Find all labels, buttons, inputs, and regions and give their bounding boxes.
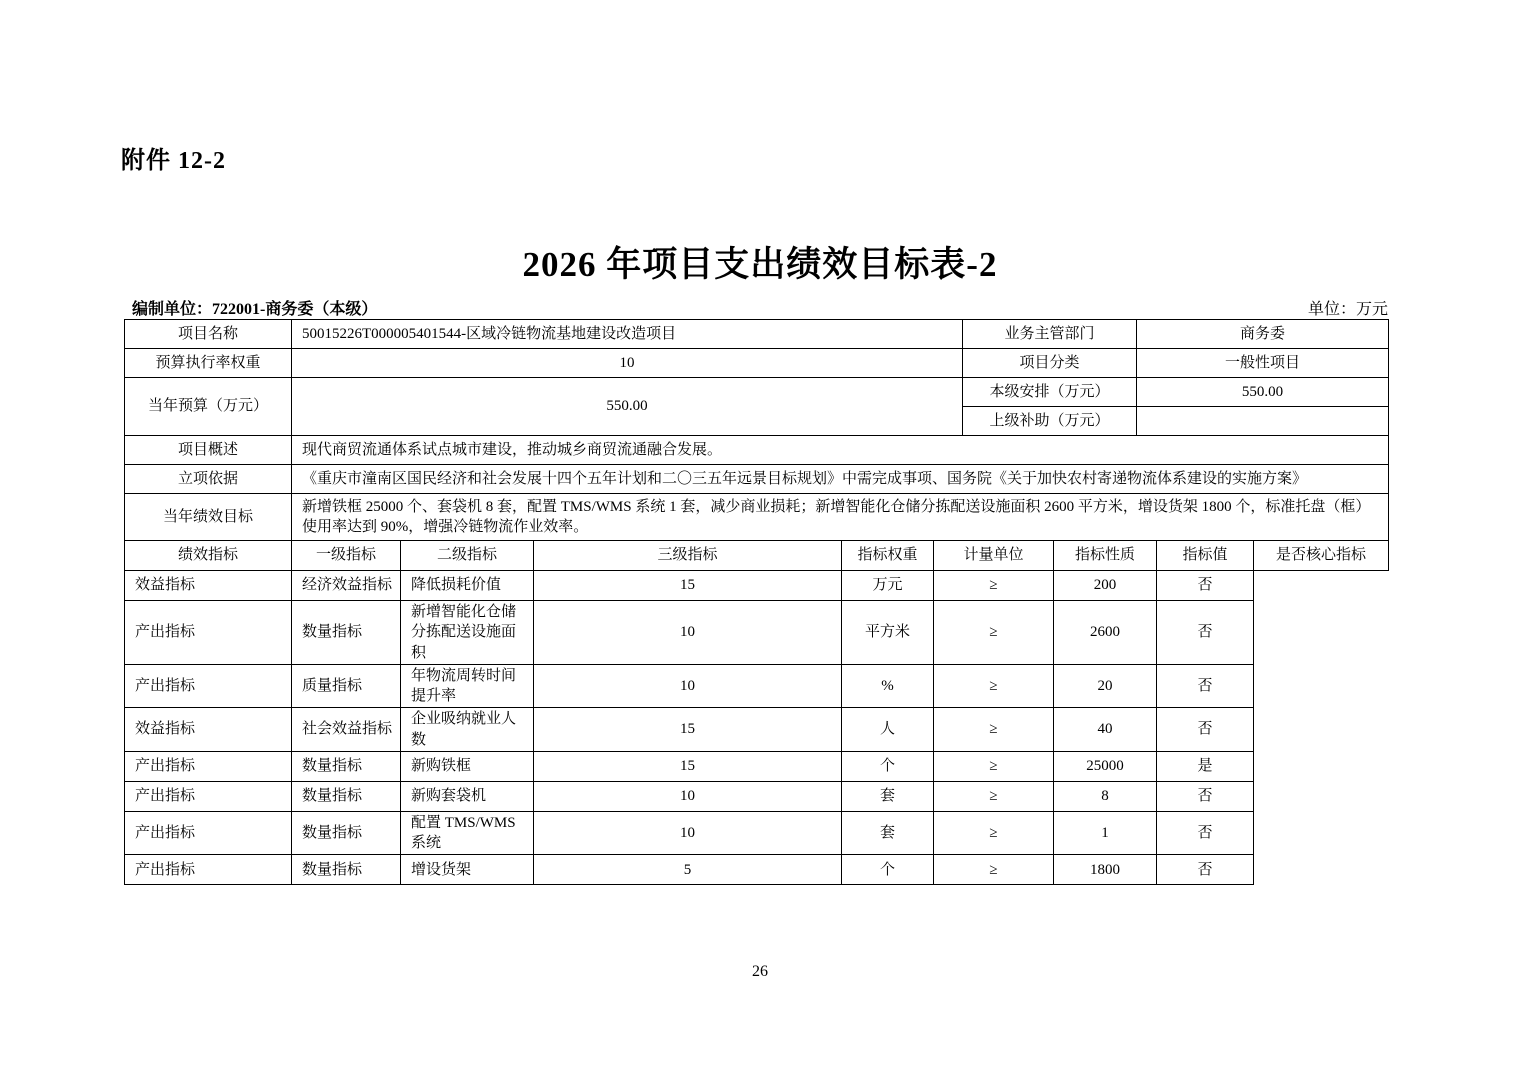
indicator-cell: 25000	[1054, 751, 1157, 781]
indicator-cell: 数量指标	[292, 781, 401, 811]
indicator-cell: 数量指标	[292, 855, 401, 885]
indicator-cell: 新购套袋机	[401, 781, 534, 811]
header-core: 是否核心指标	[1254, 541, 1389, 571]
indicator-rows	[125, 571, 1389, 885]
compiling-unit: 编制单位：722001-商务委（本级）	[132, 301, 378, 318]
superior-subsidy-value	[1137, 407, 1389, 436]
indicator-cell: 否	[1157, 708, 1254, 752]
header-unit: 计量单位	[934, 541, 1054, 571]
indicator-cell: 否	[1157, 571, 1254, 601]
indicator-cell: 数量指标	[292, 751, 401, 781]
local-arrangement-value: 550.00	[1137, 378, 1389, 407]
indicator-cell: 降低损耗价值	[401, 571, 534, 601]
indicator-cell: 1800	[1054, 855, 1157, 885]
table-row	[125, 571, 1389, 601]
indicator-cell: 否	[1157, 781, 1254, 811]
budget-weight-label: 预算执行率权重	[125, 349, 292, 378]
indicator-cell: 效益指标	[125, 708, 292, 752]
indicator-cell: ≥	[934, 601, 1054, 665]
indicator-cell: 配置 TMS/WMS 系统	[401, 811, 534, 855]
indicator-cell: 个	[842, 751, 934, 781]
goal-value: 新增铁框 25000 个、套袋机 8 套，配置 TMS/WMS 系统 1 套，减少商业损耗；新增智能化仓储分拣配送设施面积 2600 平方米，增设货架 1800 个，标准托盘（框）使用率达到 90%，增强冷链物流作业效率。	[292, 494, 1389, 541]
table-container	[124, 319, 1388, 885]
indicator-cell: 是	[1157, 751, 1254, 781]
indicator-cell: 15	[534, 708, 842, 752]
project-name-label: 项目名称	[125, 320, 292, 349]
indicator-cell: 否	[1157, 855, 1254, 885]
annual-budget-value: 550.00	[292, 378, 963, 436]
overview-label: 项目概述	[125, 436, 292, 465]
superior-subsidy-label: 上级补助（万元）	[963, 407, 1137, 436]
category-label: 项目分类	[963, 349, 1137, 378]
indicator-cell: 8	[1054, 781, 1157, 811]
table-row	[125, 855, 1389, 885]
annual-budget-label: 当年预算（万元）	[125, 378, 292, 436]
indicator-cell: 产出指标	[125, 751, 292, 781]
table-row	[125, 436, 1389, 465]
indicator-cell: 产出指标	[125, 781, 292, 811]
indicator-cell: 15	[534, 751, 842, 781]
table-row	[125, 378, 1389, 407]
indicator-header-row	[125, 541, 1389, 571]
table-row	[125, 465, 1389, 494]
indicator-cell: 社会效益指标	[292, 708, 401, 752]
indicator-cell: 数量指标	[292, 601, 401, 665]
budget-weight-value: 10	[292, 349, 963, 378]
table-row	[125, 494, 1389, 541]
table-row	[125, 601, 1389, 665]
indicator-cell: 年物流周转时间提升率	[401, 664, 534, 708]
indicator-cell: 10	[534, 811, 842, 855]
indicator-cell: ≥	[934, 664, 1054, 708]
indicator-cell: 1	[1054, 811, 1157, 855]
indicator-section-label: 绩效指标	[125, 541, 292, 571]
header-level3: 三级指标	[534, 541, 842, 571]
table-row	[125, 708, 1389, 752]
indicator-cell: 人	[842, 708, 934, 752]
indicator-cell: 效益指标	[125, 571, 292, 601]
indicator-cell: %	[842, 664, 934, 708]
indicator-cell: 否	[1157, 601, 1254, 665]
overview-value: 现代商贸流通体系试点城市建设，推动城乡商贸流通融合发展。	[292, 436, 1389, 465]
table-row	[125, 781, 1389, 811]
local-arrangement-label: 本级安排（万元）	[963, 378, 1137, 407]
indicator-cell: ≥	[934, 855, 1054, 885]
indicator-cell: ≥	[934, 811, 1054, 855]
indicator-cell: 企业吸纳就业人数	[401, 708, 534, 752]
indicator-cell: ≥	[934, 751, 1054, 781]
indicator-cell: ≥	[934, 571, 1054, 601]
basis-value: 《重庆市潼南区国民经济和社会发展十四个五年计划和二〇三五年远景目标规划》中需完成事项、国务院《关于加快农村寄递物流体系建设的实施方案》	[292, 465, 1389, 494]
unit-label: 单位：万元	[1307, 301, 1388, 318]
project-name-value: 50015226T000005401544-区域冷链物流基地建设改造项目	[292, 320, 963, 349]
page-number: 26	[752, 963, 768, 980]
header-value: 指标值	[1157, 541, 1254, 571]
indicator-table	[124, 540, 1389, 885]
dept-label: 业务主管部门	[963, 320, 1137, 349]
indicator-cell: ≥	[934, 708, 1054, 752]
indicator-cell: 万元	[842, 571, 934, 601]
indicator-cell: 否	[1157, 664, 1254, 708]
attachment-label: 附件 12-2	[121, 148, 226, 174]
category-value: 一般性项目	[1137, 349, 1389, 378]
indicator-cell: ≥	[934, 781, 1054, 811]
table-row	[125, 349, 1389, 378]
indicator-cell: 5	[534, 855, 842, 885]
indicator-cell: 新购铁框	[401, 751, 534, 781]
indicator-cell: 产出指标	[125, 811, 292, 855]
indicator-cell: 10	[534, 601, 842, 665]
table-row	[125, 664, 1389, 708]
indicator-cell: 产出指标	[125, 855, 292, 885]
indicator-cell: 平方米	[842, 601, 934, 665]
page-title: 2026 年项目支出绩效目标表-2	[522, 245, 998, 284]
indicator-cell: 经济效益指标	[292, 571, 401, 601]
indicator-cell: 10	[534, 664, 842, 708]
indicator-cell: 新增智能化仓储分拣配送设施面积	[401, 601, 534, 665]
indicator-cell: 质量指标	[292, 664, 401, 708]
indicator-cell: 个	[842, 855, 934, 885]
project-info-table	[124, 319, 1389, 541]
indicator-cell: 200	[1054, 571, 1157, 601]
indicator-cell: 20	[1054, 664, 1157, 708]
header-level1: 一级指标	[292, 541, 401, 571]
indicator-cell: 套	[842, 781, 934, 811]
indicator-cell: 套	[842, 811, 934, 855]
indicator-cell: 产出指标	[125, 601, 292, 665]
table-row	[125, 811, 1389, 855]
indicator-cell: 10	[534, 781, 842, 811]
indicator-cell: 2600	[1054, 601, 1157, 665]
indicator-cell: 数量指标	[292, 811, 401, 855]
header-weight: 指标权重	[842, 541, 934, 571]
table-row	[125, 751, 1389, 781]
indicator-cell: 产出指标	[125, 664, 292, 708]
basis-label: 立项依据	[125, 465, 292, 494]
indicator-cell: 增设货架	[401, 855, 534, 885]
meta-row	[132, 296, 1388, 319]
header-nature: 指标性质	[1054, 541, 1157, 571]
dept-value: 商务委	[1137, 320, 1389, 349]
header-level2: 二级指标	[401, 541, 534, 571]
indicator-cell: 40	[1054, 708, 1157, 752]
indicator-cell: 否	[1157, 811, 1254, 855]
table-row	[125, 320, 1389, 349]
indicator-cell: 15	[534, 571, 842, 601]
goal-label: 当年绩效目标	[125, 494, 292, 541]
